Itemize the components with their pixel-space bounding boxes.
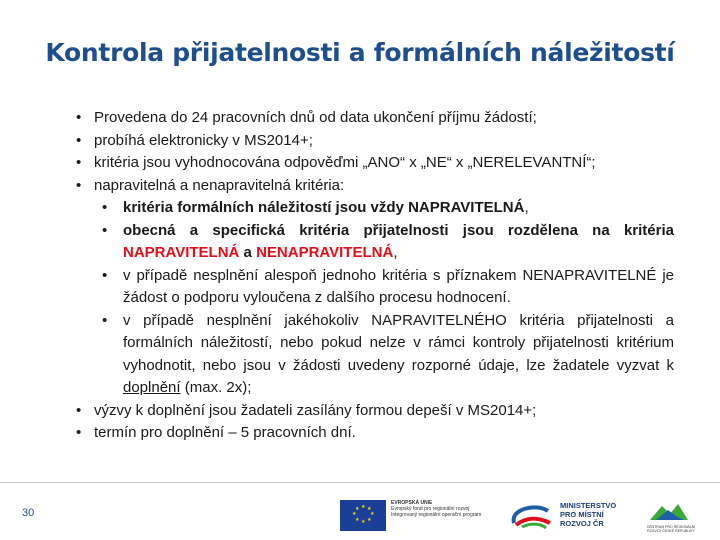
ministry-line-2: PRO MÍSTNÍ	[560, 510, 604, 519]
bullet-3: • kritéria jsou vyhodnocována odpověďmi „ANO“ x „NE“ x „NERELEVANTNÍ“;	[76, 152, 674, 175]
svg-text:★: ★	[361, 504, 366, 510]
svg-text:★: ★	[355, 506, 360, 512]
svg-text:★: ★	[352, 511, 357, 517]
eu-funding-text	[391, 500, 501, 518]
svg-text:★: ★	[361, 519, 366, 525]
napravitelna-label: NAPRAVITELNÁ	[123, 244, 240, 261]
bullet-4: • napravitelná a nenapravitelná kritéria:	[76, 175, 674, 198]
sub-bullet-2-and: a	[239, 244, 257, 261]
sub-bullet-1-text: kritéria formálních náležitostí jsou vždy NAPRAVITELNÁ	[123, 199, 525, 216]
eu-line-2: Evropský fond pro regionální rozvoj	[391, 506, 470, 512]
nenapravitelna-label: NENAPRAVITELNÁ	[256, 244, 394, 261]
svg-text:★: ★	[355, 517, 360, 523]
doplneni-link[interactable]: doplnění	[123, 379, 181, 396]
sub-bullet-1	[76, 197, 674, 220]
sub-bullet-4-text: v případě nesplnění jakéhokoliv NAPRAVITELNÉHO kritéria přijatelnosti a formálních náležitostí, nebo pokud nelze v rámci kontroly přijatelnosti kritérium vyhodnotit, nebo jsou v žádosti uvedeny rozporné údaje, lze žadatele vyzvat k	[123, 311, 674, 374]
eu-flag-icon	[340, 500, 386, 531]
sub-bullet-4-end: (max. 2x);	[180, 379, 252, 396]
crr-name: CENTRUM PRO REGIONÁLNÍ ROZVOJ ČESKÉ REPUBLIKY	[646, 525, 696, 533]
eu-line-3: Integrovaný regionální operační program	[391, 512, 482, 518]
svg-text:★: ★	[367, 506, 372, 512]
sub-bullet-2-end: ,	[393, 244, 398, 261]
sub-bullet-1-end: ,	[524, 199, 529, 216]
footer-divider	[0, 482, 720, 483]
page-number: 30	[22, 507, 35, 519]
sub-bullet-4	[76, 310, 674, 400]
ministry-name	[560, 501, 616, 528]
sub-bullet-2-text: obecná a specifická kritéria přijatelnosti jsou rozdělena na kritéria	[123, 221, 674, 239]
bullet-list	[76, 107, 674, 445]
bullet-6: • termín pro doplnění – 5 pracovních dní.	[76, 422, 674, 445]
svg-text:★: ★	[367, 517, 372, 523]
sub-bullet-2	[76, 220, 674, 265]
slide-title: Kontrola přijatelnosti a formálních náležitostí	[45, 38, 675, 67]
bullet-2: • probíhá elektronicky v MS2014+;	[76, 130, 674, 153]
ministry-logo-icon	[508, 501, 554, 531]
svg-text:★: ★	[370, 511, 375, 517]
sub-bullet-3: • v případě nesplnění alespoň jednoho kritéria s příznakem NENAPRAVITELNÉ je žádost o podporu vyloučena z dalšího procesu hodnocení.	[76, 265, 674, 310]
bullet-5: • výzvy k doplnění jsou žadateli zasílány formou depeší v MS2014+;	[76, 400, 674, 423]
ministry-line-1: MINISTERSTVO	[560, 501, 617, 510]
bullet-1: • Provedena do 24 pracovních dnů od data ukončení příjmu žádostí;	[76, 107, 674, 130]
eu-line-1: EVROPSKÁ UNIE	[391, 500, 433, 506]
ministry-line-3: ROZVOJ ČR	[560, 519, 604, 528]
